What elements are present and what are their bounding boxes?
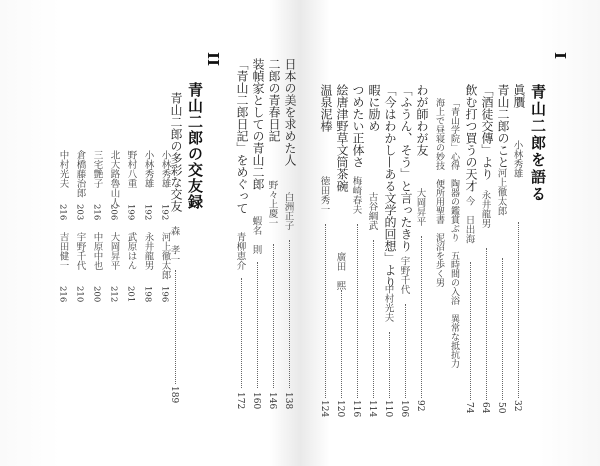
toc-author: 森 孝一 — [168, 226, 180, 264]
index-name: 小林秀雄 — [142, 150, 154, 188]
index-page: 196 — [159, 286, 170, 303]
toc-page: 114 — [367, 400, 377, 418]
toc-title: 「今はわかし—ある文学的回想」より — [383, 84, 397, 288]
toc-leader — [389, 332, 390, 398]
toc-leader — [257, 262, 258, 388]
toc-leader — [373, 240, 374, 398]
part-one-numeral: I — [551, 52, 569, 60]
toc-author: 大岡昇平 — [414, 188, 426, 226]
toc-author: 古谷綱武 — [366, 192, 378, 230]
toc-author: 河上徹太郎 — [495, 168, 507, 216]
toc-leader — [518, 222, 519, 398]
index-page: 210 — [74, 286, 85, 303]
toc-title: 日本の美を求めた人 — [283, 58, 297, 166]
index-page: 198 — [142, 286, 153, 303]
toc-title: 飲む打つ買うの天才 — [464, 84, 478, 192]
toc-author: 蝦名 則 — [250, 216, 262, 254]
toc-title: わが師わが友 — [415, 84, 429, 156]
index-name: 中村光夫 — [57, 150, 69, 188]
toc-page: 124 — [319, 400, 329, 418]
index-name: 北大路魯山人 — [108, 150, 120, 207]
toc-leader — [486, 248, 487, 400]
toc-author: 梅崎春夫 — [350, 176, 362, 214]
index-page: 216 — [91, 204, 102, 221]
toc-author: 中村光夫 — [382, 284, 394, 322]
index-name: 永井龍男 — [142, 232, 154, 270]
toc-author: 宇野千代 — [398, 256, 410, 294]
toc-author: 永井龍男 — [479, 190, 491, 228]
toc-leader — [241, 278, 242, 388]
toc-author: 廣田 熙 — [334, 252, 346, 290]
index-name: 大岡昇平 — [108, 232, 120, 270]
index-page: 200 — [91, 286, 102, 303]
toc-title: 暇に励め — [367, 84, 381, 132]
toc-page: 92 — [415, 400, 425, 412]
toc-title: 眞贋 — [512, 84, 526, 108]
part-two-numeral: II — [204, 52, 222, 67]
toc-author: 徳田秀一 — [318, 176, 330, 214]
toc-page: 32 — [512, 400, 522, 412]
toc-leader — [289, 240, 290, 388]
index-page: 216 — [57, 286, 68, 303]
index-page: 216 — [57, 204, 68, 221]
toc-leader — [502, 258, 503, 400]
toc-title: 装幀家としての青山二郎 — [251, 58, 265, 190]
toc-page: 116 — [351, 400, 361, 418]
index-page: 206 — [108, 204, 119, 221]
index-name: 河上徹太郎 — [159, 232, 171, 280]
toc-title: 「酒徒交傳」より — [480, 84, 494, 180]
toc-leader — [273, 244, 274, 388]
toc-subnote: 「青山学院」心得 陶器の鑑賞ぶり 五時間の入浴 異常な抵抗力 — [449, 98, 459, 368]
toc-leader — [421, 236, 422, 398]
index-name: 宇野千代 — [74, 232, 86, 270]
index-name: 野村八重 — [125, 150, 137, 188]
toc-leader — [357, 224, 358, 398]
toc-title: 青山二郎のこと — [496, 84, 510, 168]
toc-subnote: 海上で昼寝の妙技 便所用聖書 泥沼を歩く男 — [434, 98, 444, 287]
toc-page: 110 — [383, 400, 393, 418]
index-page: 212 — [108, 286, 119, 303]
toc-author: 小林秀雄 — [511, 140, 523, 178]
index-name: 倉橋藤治郎 — [74, 150, 86, 198]
part-one-title: 青山二郎を語る — [529, 84, 547, 203]
index-name: 三宅艶子 — [91, 150, 103, 188]
index-page: 192 — [159, 204, 170, 221]
index-name: 吉田健一 — [57, 232, 69, 270]
index-name: 小林秀雄 — [159, 150, 171, 188]
toc-author: 今 日出海 — [463, 196, 475, 244]
index-name: 中原中也 — [91, 232, 103, 270]
toc-page: 106 — [399, 400, 409, 418]
index-name: 武原はん — [125, 232, 137, 270]
toc-leader — [341, 290, 342, 398]
toc-leader — [325, 224, 326, 398]
toc-page: 74 — [464, 402, 474, 414]
toc-author: 白洲正子 — [282, 192, 294, 230]
index-page: 201 — [125, 286, 136, 303]
toc-leader — [175, 270, 176, 384]
toc-title: 青山二郎の多彩な交友 — [169, 92, 183, 212]
toc-title: 「青山二郎日記」をめぐって — [235, 58, 249, 214]
index-page: 199 — [125, 204, 136, 221]
toc-title: 絵唐津野草文筒茶碗 — [335, 84, 349, 192]
toc-page: 138 — [283, 392, 293, 410]
toc-title: 二郎の青春日記 — [267, 58, 281, 142]
toc-title: つめたい正体さ — [351, 84, 365, 168]
toc-page: 172 — [235, 392, 245, 410]
toc-title: 温泉泥棒 — [319, 84, 333, 132]
part-two-title: 青山二郎の交友録 — [186, 82, 204, 210]
toc-page: 50 — [496, 402, 506, 414]
toc-page: 146 — [267, 392, 277, 410]
toc-page: 189 — [169, 386, 179, 404]
index-page: 192 — [142, 204, 153, 221]
index-page: 203 — [74, 204, 85, 221]
toc-page: 64 — [480, 402, 490, 414]
toc-author: 青柳恵介 — [234, 232, 246, 270]
toc-title: 「ふうん、そう」と言ったきり — [399, 84, 413, 252]
toc-author: 野々上慶一 — [266, 180, 278, 228]
toc-page: 160 — [251, 392, 261, 410]
toc-leader — [405, 304, 406, 398]
toc-page: 120 — [335, 400, 345, 418]
toc-leader — [470, 262, 471, 400]
